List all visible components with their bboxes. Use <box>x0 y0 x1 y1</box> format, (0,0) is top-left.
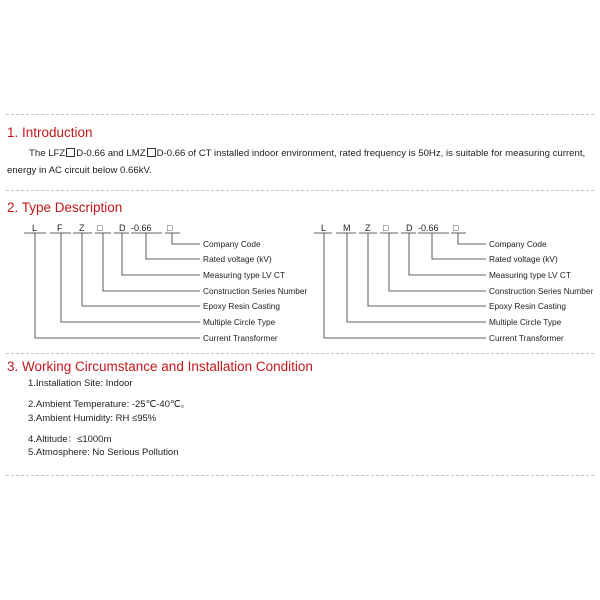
code-letter-D: D <box>119 223 126 233</box>
code-letter-Z: Z <box>79 223 85 233</box>
intro-text-part-a: The LFZ <box>29 148 66 159</box>
label-current-transformer: Current Transformer <box>203 333 278 343</box>
code-letter-M: M <box>343 223 351 233</box>
label-rated-voltage: Rated voltage (kV) <box>203 254 272 264</box>
code-letter-Z: Z <box>365 223 371 233</box>
leader-lines <box>314 233 486 338</box>
condition-altitude: 4.Altitude：≤1000m <box>28 434 112 445</box>
bottom-divider <box>6 475 594 476</box>
section-divider <box>6 353 594 354</box>
label-epoxy-resin: Epoxy Resin Casting <box>489 301 567 311</box>
label-measuring-type: Measuring type LV CT <box>489 270 571 280</box>
code-box-series: □ <box>97 223 103 233</box>
condition-ambient-humidity: 3.Ambient Humidity: RH ≤95% <box>28 413 157 424</box>
code-voltage: -0.66 <box>418 223 439 233</box>
intro-text-part-b: D-0.66 and LMZ <box>76 148 146 159</box>
label-epoxy-resin: Epoxy Resin Casting <box>203 301 281 311</box>
introduction-heading: 1. Introduction <box>7 125 93 140</box>
label-company-code: Company Code <box>489 239 547 249</box>
code-box-series: □ <box>383 223 389 233</box>
label-multiple-circle: Multiple Circle Type <box>489 317 562 327</box>
code-box-company: □ <box>167 223 173 233</box>
leader-lines <box>24 233 200 338</box>
type-diagram-lfz <box>24 223 307 343</box>
code-letter-D: D <box>406 223 413 233</box>
code-letter-L: L <box>32 223 38 233</box>
label-construction-series: Construction Series Number <box>203 286 308 296</box>
code-box-company: □ <box>453 223 459 233</box>
working-conditions-heading: 3. Working Circumstance and Installation Condition <box>7 359 313 374</box>
condition-ambient-temperature: 2.Ambient Temperature: -25℃-40℃。 <box>28 399 191 410</box>
code-letter-L: L <box>321 223 327 233</box>
label-company-code: Company Code <box>203 239 261 249</box>
condition-atmosphere: 5.Atmosphere: No Serious Pollution <box>28 447 179 458</box>
type-description-heading: 2. Type Description <box>7 200 123 215</box>
condition-installation-site: 1.Installation Site: Indoor <box>28 378 133 389</box>
intro-text-part-c: D-0.66 of CT installed indoor environment, rated frequency is 50Hz, is suitable for measuring current, energy in AC circuit below 0.66kV. <box>7 148 586 176</box>
label-current-transformer: Current Transformer <box>489 333 564 343</box>
code-letter-F: F <box>57 223 63 233</box>
label-multiple-circle: Multiple Circle Type <box>203 317 276 327</box>
label-construction-series: Construction Series Number <box>489 286 594 296</box>
code-voltage: -0.66 <box>131 223 152 233</box>
label-measuring-type: Measuring type LV CT <box>203 270 285 280</box>
label-rated-voltage: Rated voltage (kV) <box>489 254 558 264</box>
type-diagram-lmz <box>314 223 593 343</box>
